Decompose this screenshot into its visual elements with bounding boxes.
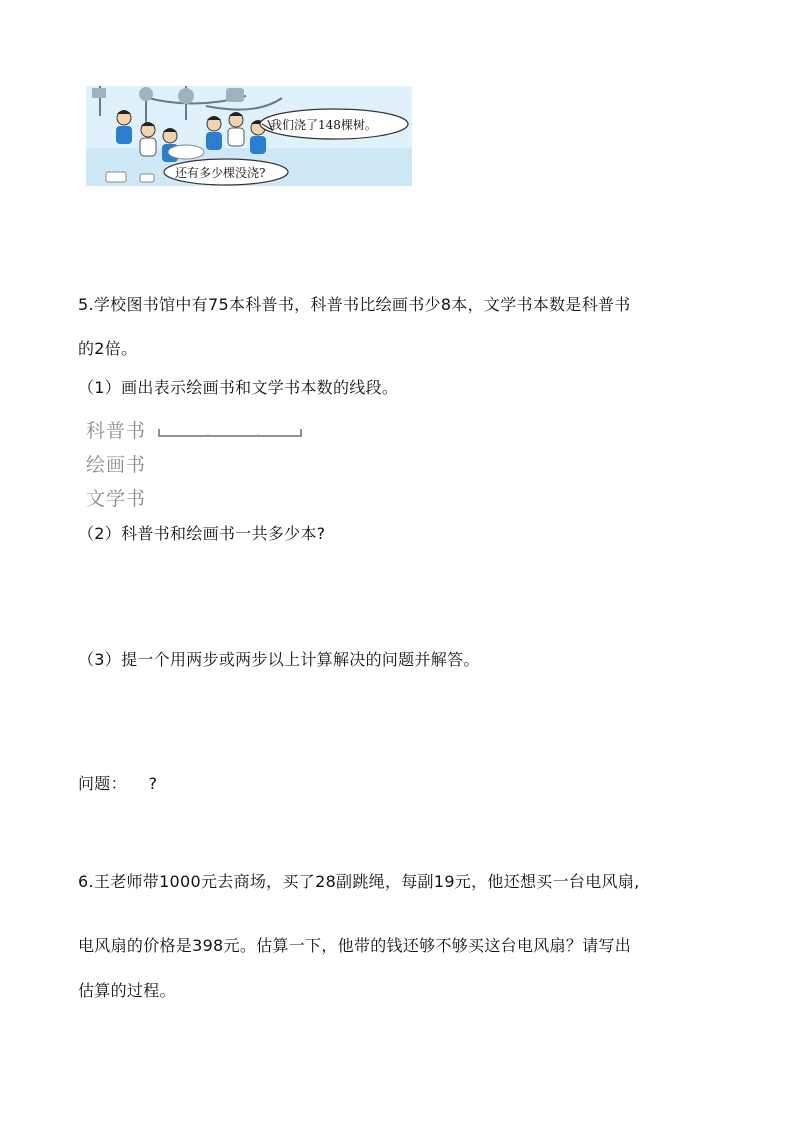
q6-text-line-2: 电风扇的价格是398元。估算一下，他带的钱还够不够买这台电风扇？请写出 xyxy=(78,936,632,955)
bubble-text-bottom: 还有多少棵没浇? xyxy=(175,166,266,180)
illustration-scene xyxy=(86,86,412,186)
q5-part-2: （2）科普书和绘画书一共多少本? xyxy=(78,524,326,543)
label-literature-books: 文学书 xyxy=(86,488,147,510)
line-segment-diagram xyxy=(86,412,316,512)
q5-text-line-1: 5.学校图书馆中有75本科普书，科普书比绘画书少8本，文学书本数是科普书 xyxy=(78,295,631,314)
science-books-segment xyxy=(158,427,302,437)
q5-part-3: （3）提一个用两步或两步以上计算解决的问题并解答。 xyxy=(78,650,480,669)
kid-2 xyxy=(140,122,156,156)
kid-4 xyxy=(206,116,222,150)
kid-1 xyxy=(116,110,132,144)
q5-question-prompt: 问题： ? xyxy=(78,774,158,793)
bubble-text-top: 我们浇了148棵树。 xyxy=(270,118,377,132)
q6-text-line-3: 估算的过程。 xyxy=(78,981,176,1000)
kid-5 xyxy=(228,112,244,146)
q5-part-1: （1）画出表示绘画书和文学书本数的线段。 xyxy=(78,378,399,397)
label-painting-books: 绘画书 xyxy=(86,454,147,476)
children-watering-trees-illustration xyxy=(86,86,412,186)
q6-text-line-1: 6.王老师带1000元去商场，买了28副跳绳，每副19元，他还想买一台电风扇, xyxy=(78,872,640,891)
q5-text-line-2: 的2倍。 xyxy=(78,339,138,358)
label-science-books: 科普书 xyxy=(86,420,147,442)
